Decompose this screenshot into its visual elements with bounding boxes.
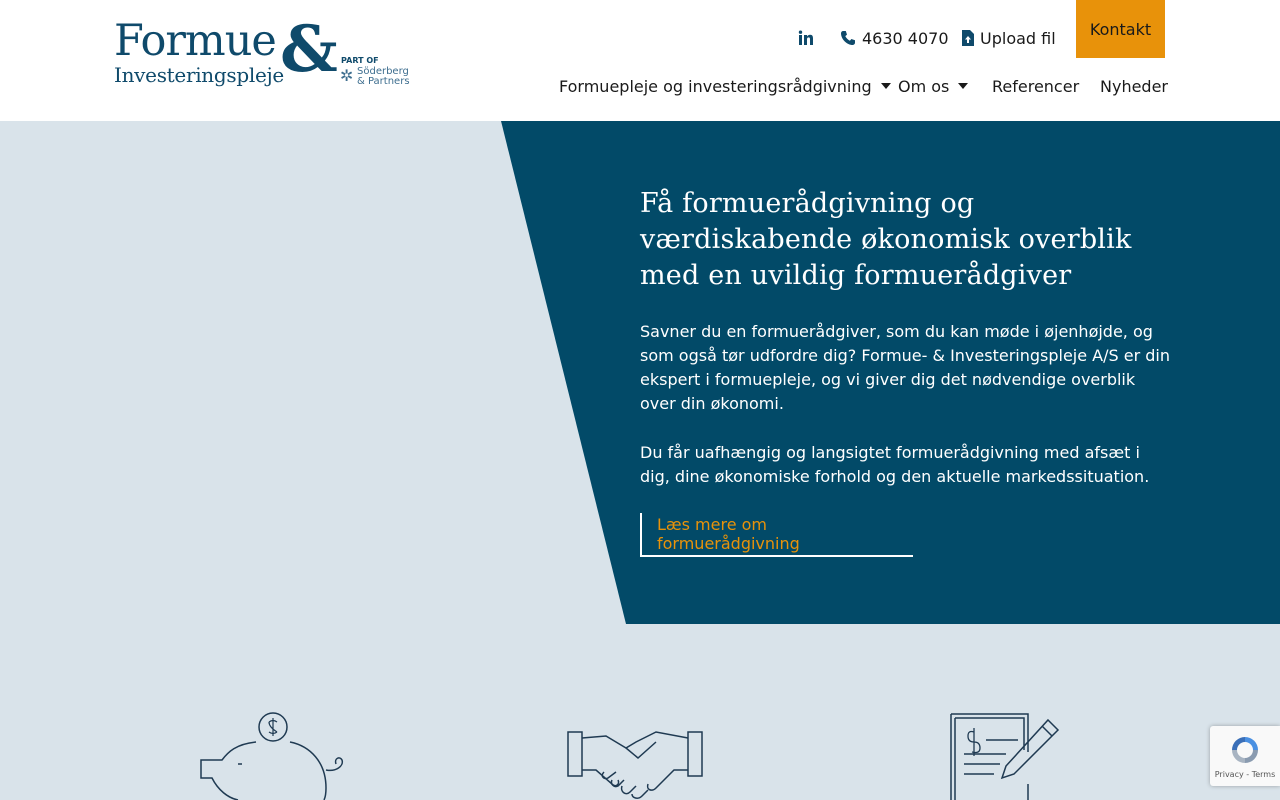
logo-part-of: PART OF bbox=[341, 56, 379, 65]
linkedin-icon bbox=[798, 30, 814, 46]
caret-down-icon bbox=[881, 83, 891, 89]
phone-icon bbox=[840, 30, 856, 46]
contact-button[interactable]: Kontakt bbox=[1076, 0, 1165, 58]
site-header bbox=[0, 0, 1280, 121]
phone-link[interactable] bbox=[840, 26, 949, 50]
nav-item-wealth-management[interactable] bbox=[559, 74, 891, 98]
nav-item-label: Nyheder bbox=[1100, 76, 1168, 96]
hero-title: Få formuerådgivning og værdiskabende økonomisk overblik med en uvildig formuerådgiver bbox=[640, 188, 1132, 291]
nav-item-label: Referencer bbox=[992, 76, 1080, 96]
nav-item-about[interactable] bbox=[898, 74, 968, 98]
nav-item-news[interactable] bbox=[1100, 74, 1168, 98]
handshake-icon bbox=[566, 712, 706, 800]
nav-item-label: Om os bbox=[898, 76, 950, 96]
logo-text-investeringspleje: Investeringspleje bbox=[114, 63, 284, 87]
hero-paragraph-2: Du får uafhængig og langsigtet formuerådgivning med afsæt i dig, dine økonomiske forhold og den aktuelle markedssituation. bbox=[640, 443, 1150, 486]
partner-emblem-icon: ✲ bbox=[340, 66, 354, 85]
recaptcha-badge[interactable] bbox=[1210, 726, 1280, 786]
phone-number: 4630 4070 bbox=[862, 28, 949, 48]
features-section bbox=[0, 624, 1280, 800]
read-more-button[interactable] bbox=[640, 513, 913, 557]
piggy-bank-icon bbox=[198, 712, 348, 800]
file-upload-icon bbox=[962, 30, 974, 46]
partner-name-line2: & Partners bbox=[357, 76, 410, 87]
linkedin-link[interactable] bbox=[798, 26, 820, 50]
caret-down-icon bbox=[958, 83, 968, 89]
read-more-label: Læs mere om formuerådgivning bbox=[657, 515, 800, 553]
logo-ampersand: & bbox=[280, 12, 338, 87]
nav-item-label: Formuepleje og investeringsrådgivning bbox=[559, 76, 872, 96]
recaptcha-links[interactable]: Privacy - Terms bbox=[1214, 770, 1276, 779]
recaptcha-icon bbox=[1229, 734, 1261, 766]
site-logo[interactable] bbox=[114, 12, 414, 94]
partner-name-line1: Söderberg bbox=[357, 66, 409, 77]
upload-file-link[interactable] bbox=[962, 26, 1056, 50]
logo-text-formue: Formue bbox=[114, 16, 276, 66]
upload-label: Upload fil bbox=[980, 28, 1056, 48]
contract-icon bbox=[948, 712, 1063, 800]
hero-paragraph-1: Savner du en formuerådgiver, som du kan møde i øjenhøjde, og som også tør udfordre dig? Formue- & Investeringspleje A/S er din ekspert i formuepleje, og vi giver dig det nødvendige overblik over din økonomi. bbox=[640, 322, 1170, 413]
nav-item-references[interactable] bbox=[992, 74, 1079, 98]
